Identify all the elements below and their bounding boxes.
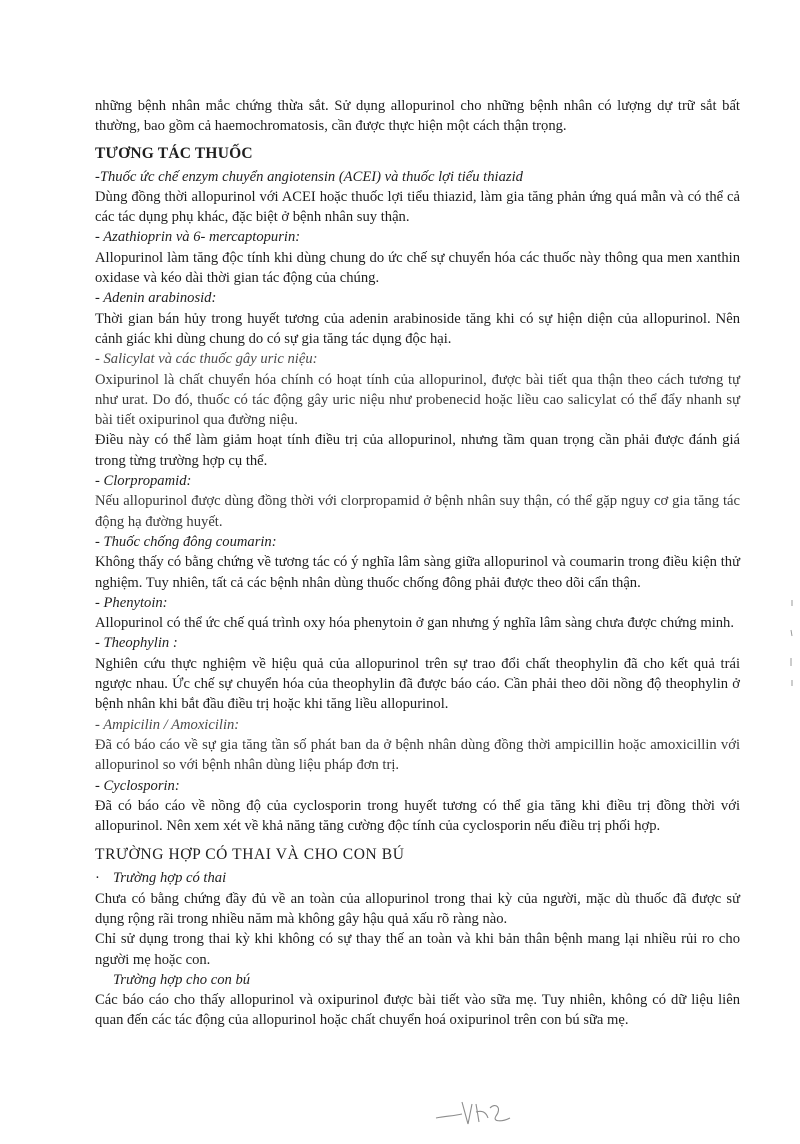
item-paragraph: Dùng đồng thời allopurinol với ACEI hoặc thuốc lợi tiểu thiazid, làm gia tăng phản ứng quá mẫn và có thể cả các tác dụng phụ khác, đặc biệt ở bệnh nhân suy thận. <box>95 188 740 226</box>
item-paragraph: Allopurinol có thể ức chế quá trình oxy hóa phenytoin ở gan nhưng ý nghĩa lâm sàng chưa được chứng minh. <box>95 615 735 632</box>
item-paragraph: Nếu allopurinol được dùng đồng thời với clorpropamid ở bệnh nhân suy thận, có thể gặp nguy cơ gia tăng tác động hạ đường huyết. <box>95 493 740 530</box>
item-paragraph: Đã có báo cáo về sự gia tăng tần số phát ban da ở bệnh nhân dùng đồng thời ampicillin hoặc amoxicillin với allopurinol so với bệnh nhân dùng liệu pháp đơn trị. <box>95 736 740 774</box>
item-heading-lactation: Trường hợp cho con bú <box>113 971 251 988</box>
item-paragraph: Không thấy có bằng chứng về tương tác có ý nghĩa lâm sàng giữa allopurinol và coumarin trong điều kiện thử nghiệm. Tuy nhiên, tất cả các bệnh nhân dùng thuốc chống đông phải được theo dõi cẩn thận. <box>95 554 740 591</box>
item-heading-salicylat: - Salicylat và các thuốc gây uric niệu: <box>95 351 318 368</box>
section-heading-drug-interactions: TƯƠNG TÁC THUỐC <box>95 144 253 162</box>
item-paragraph: Điều này có thể làm giảm hoạt tính điều trị của allopurinol, nhưng tầm quan trọng cần phải được đánh giá trong từng trường hợp cụ thể. <box>95 432 740 469</box>
item-heading-azathioprin: - Azathioprin và 6- mercaptopurin: <box>95 229 301 246</box>
margin-scan-marks <box>786 600 796 700</box>
section-heading-pregnancy-lactation: TRƯỜNG HỢP CÓ THAI VÀ CHO CON BÚ <box>95 846 405 864</box>
intro-paragraph: những bệnh nhân mắc chứng thừa sắt. Sử dụng allopurinol cho những bệnh nhân có lượng dự trữ sắt bất thường, bao gồm cả haemochromatosis, cần được thực hiện một cách thận trọng. <box>95 98 740 135</box>
item-heading-acei: -Thuốc ức chế enzym chuyển angiotensin (ACEI) và thuốc lợi tiểu thiazid <box>95 168 523 185</box>
item-paragraph: Thời gian bán hủy trong huyết tương của adenin arabinoside tăng khi có sự hiện diện của allopurinol. Nên cảnh giác khi dùng chung do có sự gia tăng tác dụng độc hại. <box>95 310 740 347</box>
item-heading-theophylin: - Theophylin : <box>95 635 178 652</box>
item-paragraph: Đã có báo cáo về nồng độ của cyclosporin trong huyết tương có thể gia tăng khi điều trị đồng thời với allopurinol. Nên xem xét về khả năng tăng cường độc tính của cyclosporin nếu điều trị phối hợp. <box>95 797 740 835</box>
item-paragraph: Chưa có bằng chứng đầy đủ về an toàn của allopurinol trong thai kỳ của người, mặc dù thuốc đã được sử dụng rộng rãi trong nhiều năm mà không gây hậu quả xấu rõ ràng nào. <box>95 890 740 927</box>
handwritten-signature <box>432 1094 522 1130</box>
item-paragraph: Các báo cáo cho thấy allopurinol và oxipurinol được bài tiết vào sữa mẹ. Tuy nhiên, không có dữ liệu liên quan đến các tác động của allopurinol hoặc chất chuyển hoá oxipurinol trên con bú sữa mẹ. <box>95 992 740 1029</box>
bullet-mark: · <box>95 870 100 887</box>
item-heading-adenin: - Adenin arabinosid: <box>95 290 217 307</box>
item-heading-pregnancy <box>95 868 740 888</box>
item-heading-coumarin: - Thuốc chống đông coumarin: <box>95 533 277 550</box>
item-heading-text: Trường hợp có thai <box>113 870 227 887</box>
item-heading-clorpropamid: - Clorpropamid: <box>95 473 192 490</box>
item-paragraph: Chỉ sử dụng trong thai kỳ khi không có sự thay thế an toàn và khi bản thân bệnh mang lại nhiều rủi ro cho người mẹ hoặc con. <box>95 931 740 968</box>
item-paragraph: Allopurinol làm tăng độc tính khi dùng chung do ức chế sự chuyển hóa các thuốc này thông qua men xanthin oxidase và kéo dài thời gian tác động của chúng. <box>95 249 740 287</box>
item-heading-phenytoin: - Phenytoin: <box>95 594 168 611</box>
item-heading-ampicilin: - Ampicilin / Amoxicilin: <box>95 716 240 733</box>
item-paragraph: Oxipurinol là chất chuyển hóa chính có hoạt tính của allopurinol, được bài tiết qua thận theo cách tương tự như urat. Do đó, thuốc có tác động gây uric niệu như probenecid hoặc liều cao salicylat có thể đẩy nhanh sự bài tiết oxipurinol qua đường niệu. <box>95 371 740 429</box>
item-heading-cyclosporin: - Cyclosporin: <box>95 777 180 794</box>
item-paragraph: Nghiên cứu thực nghiệm về hiệu quả của allopurinol trên sự trao đổi chất theophylin đã cho kết quả trái ngược nhau. Ức chế sự chuyển hóa của theophylin đã được báo cáo. Cần phải theo dõi nồng độ theophylin ở bệnh nhân khi bắt đầu điều trị hoặc khi tăng liều allopurinol. <box>95 655 740 713</box>
